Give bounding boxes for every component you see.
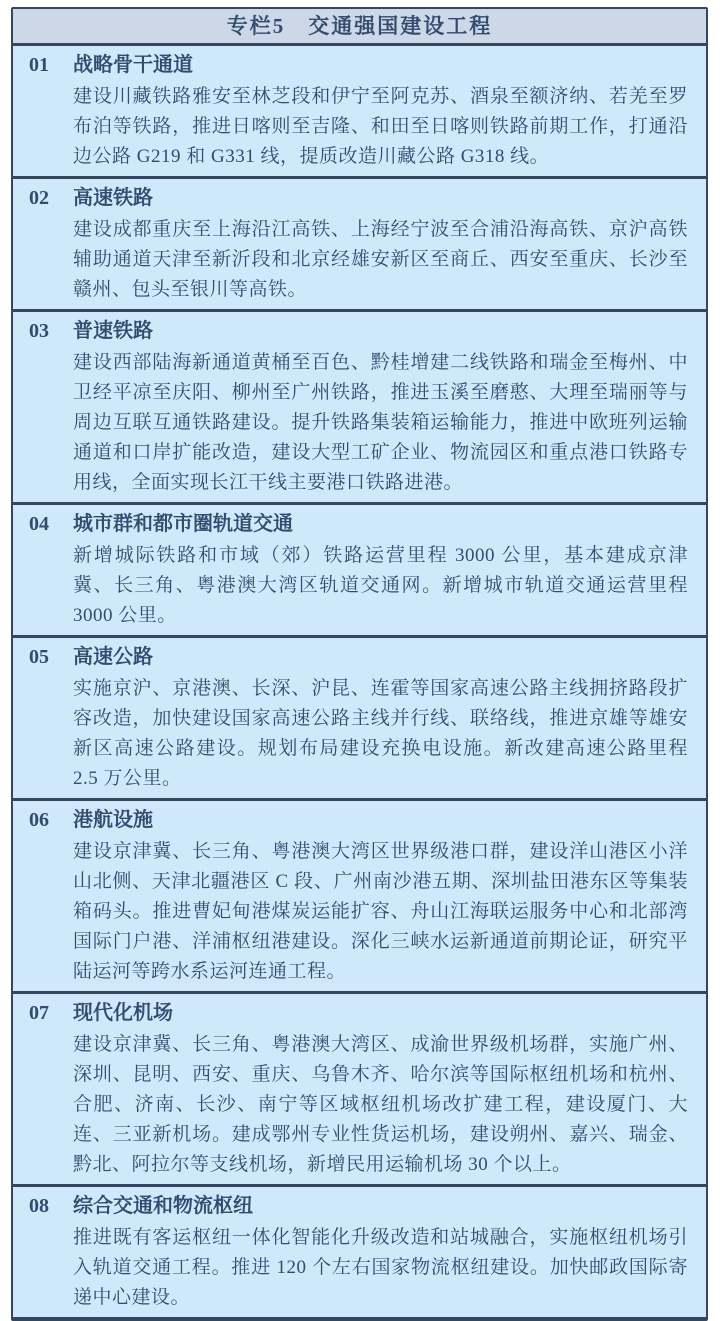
section-row-01 xyxy=(13,46,706,176)
section-number: 05 xyxy=(29,646,49,668)
section-title: 港航设施 xyxy=(73,809,153,831)
section-body: 新增城际铁路和市域（郊）铁路运营里程 3000 公里，基本建成京津冀、长三角、粤港澳大湾区轨道交通网。新增城市轨道交通运营里程 3000 公里。 xyxy=(73,545,688,626)
section-body: 建设京津冀、长三角、粤港澳大湾区、成渝世界级机场群，实施广州、深圳、昆明、西安、重庆、乌鲁木齐、哈尔滨等国际枢纽机场和杭州、合肥、济南、长沙、南宁等区域枢纽机场改扩建工程，建设厦门、大连、三亚新机场。建成鄂州专业性货运机场，建设朔州、嘉兴、瑞金、黔北、阿拉尔等支线机场，新增民用运输机场 30 个以上。 xyxy=(73,1034,688,1175)
section-row-06 xyxy=(13,798,706,991)
section-row-04 xyxy=(13,502,706,635)
section-number: 04 xyxy=(29,513,49,535)
section-row-08 xyxy=(13,1184,706,1317)
section-body: 建设成都重庆至上海沿江高铁、上海经宁波至合浦沿海高铁、京沪高铁辅助通道天津至新沂段和北京经雄安新区至商丘、西安至重庆、长沙至赣州、包头至银川等高铁。 xyxy=(73,219,688,300)
section-row-02 xyxy=(13,176,706,309)
section-title: 综合交通和物流枢纽 xyxy=(73,1195,253,1217)
section-number: 03 xyxy=(29,320,49,342)
section-body: 推进既有客运枢纽一体化智能化升级改造和站城融合，实施枢纽机场引入轨道交通工程。推进 120 个左右国家物流枢纽建设。加快邮政国际寄递中心建设。 xyxy=(73,1227,688,1308)
section-title: 高速公路 xyxy=(73,646,153,668)
section-body: 建设川藏铁路雅安至林芝段和伊宁至阿克苏、酒泉至额济纳、若羌至罗布泊等铁路，推进日喀则至吉隆、和田至日喀则铁路前期工作，打通沿边公路 G219 和 G331 线，提质改造川藏公路 G318 线。 xyxy=(73,86,688,167)
section-body: 实施京沪、京港澳、长深、沪昆、连霍等国家高速公路主线拥挤路段扩容改造，加快建设国家高速公路主线并行线、联络线，推进京雄等雄安新区高速公路建设。规划布局建设充换电设施。新改建高速公路里程 2.5 万公里。 xyxy=(73,678,688,789)
special-column-panel xyxy=(11,7,708,1321)
section-title: 城市群和都市圈轨道交通 xyxy=(73,513,293,535)
section-row-07 xyxy=(13,991,706,1184)
section-body: 建设京津冀、长三角、粤港澳大湾区世界级港口群，建设洋山港区小洋山北侧、天津北疆港区 C 段、广州南沙港五期、深圳盐田港东区等集装箱码头。推进曹妃甸港煤炭运能扩容、舟山江海联运服务中心和北部湾国际门户港、洋浦枢纽港建设。深化三峡水运新通道前期论证，研究平陆运河等跨水系运河连通工程。 xyxy=(73,841,688,982)
section-title: 高速铁路 xyxy=(73,187,153,209)
section-number: 02 xyxy=(29,187,49,209)
section-number: 01 xyxy=(29,54,49,76)
section-body: 建设西部陆海新通道黄桶至百色、黔桂增建二线铁路和瑞金至梅州、中卫经平凉至庆阳、柳州至广州铁路，推进玉溪至磨憨、大理至瑞丽等与周边互联互通铁路建设。提升铁路集装箱运输能力，推进中欧班列运输通道和口岸扩能改造，建设大型工矿企业、物流园区和重点港口铁路专用线，全面实现长江干线主要港口铁路进港。 xyxy=(73,352,688,493)
section-number: 07 xyxy=(29,1002,49,1024)
section-title: 普速铁路 xyxy=(73,320,153,342)
section-title: 战略骨干通道 xyxy=(73,54,193,76)
section-title: 现代化机场 xyxy=(73,1002,173,1024)
panel-title: 专栏5 交通强国建设工程 xyxy=(13,9,706,46)
section-row-05 xyxy=(13,635,706,798)
section-row-03 xyxy=(13,309,706,502)
section-number: 08 xyxy=(29,1195,49,1217)
section-number: 06 xyxy=(29,809,49,831)
